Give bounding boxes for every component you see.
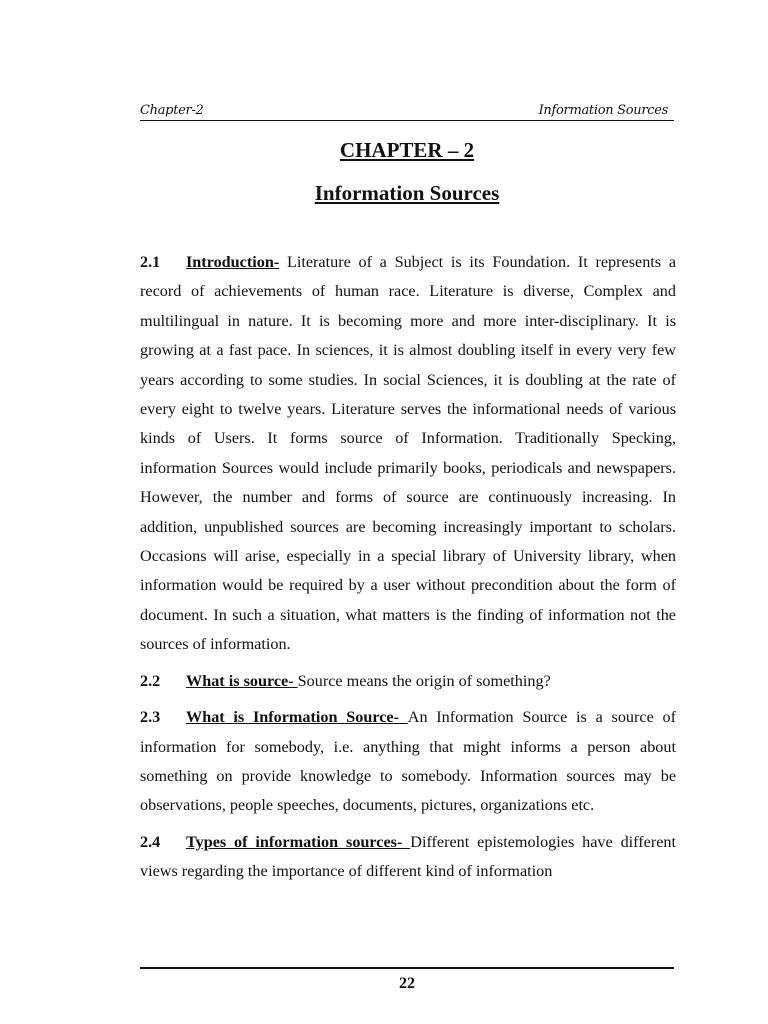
section-text: Different epistemologies have different views regarding the importance of different kind of information xyxy=(140,832,676,881)
chapter-body xyxy=(140,248,676,887)
section-what-is-information-source xyxy=(140,703,676,821)
section-text: Source means the origin of something? xyxy=(297,671,551,690)
page-number: 22 xyxy=(399,975,415,992)
section-heading: Introduction- xyxy=(186,253,280,271)
section-number: 2.1 xyxy=(140,253,161,271)
section-number: 2.2 xyxy=(140,671,161,690)
running-header-title: Information Sources xyxy=(538,103,668,118)
section-number: 2.3 xyxy=(140,708,161,727)
section-heading: Types of information sources- xyxy=(186,832,411,851)
section-introduction xyxy=(140,248,676,660)
section-heading: What is Information Source- xyxy=(186,708,408,727)
section-text: An Information Source is a source of information for somebody, i.e. anything that might informs a person about something on provide knowledge to somebody. Information sources may be observations, people speeches, documents, pictures, organizations etc. xyxy=(140,708,676,815)
section-heading: What is source- xyxy=(186,671,298,690)
running-header xyxy=(140,100,674,121)
running-header-chapter: Chapter-2 xyxy=(140,103,204,118)
section-types-of-sources xyxy=(140,828,676,887)
chapter-title: CHAPTER – 2 xyxy=(339,138,475,162)
section-text: Literature of a Subject is its Foundation. It represents a record of achievements of human race. Literature is diverse, Complex and multilingual in nature. It is becoming more and more inter-disciplinary. It is growing at a fast pace. In sciences, it is almost doubling itself in every very few years according to some studies. In social Sciences, it is doubling at the rate of every eight to twelve years. Literature serves the informational needs of various kinds of Users. It forms source of Information. Traditionally Specking, information Sources would include primarily books, periodicals and newspapers. However, the number and forms of source are continuously increasing. In addition, unpublished sources are becoming increasingly important to scholars. Occasions will arise, especially in a special library of University library, when information would be required by a user without precondition about the form of document. In such a situation, what matters is the finding of information not the sources of information. xyxy=(140,253,676,654)
section-what-is-source xyxy=(140,667,676,696)
chapter-subtitle: Information Sources xyxy=(314,181,500,205)
section-number: 2.4 xyxy=(140,832,161,851)
footer-rule xyxy=(140,967,674,969)
